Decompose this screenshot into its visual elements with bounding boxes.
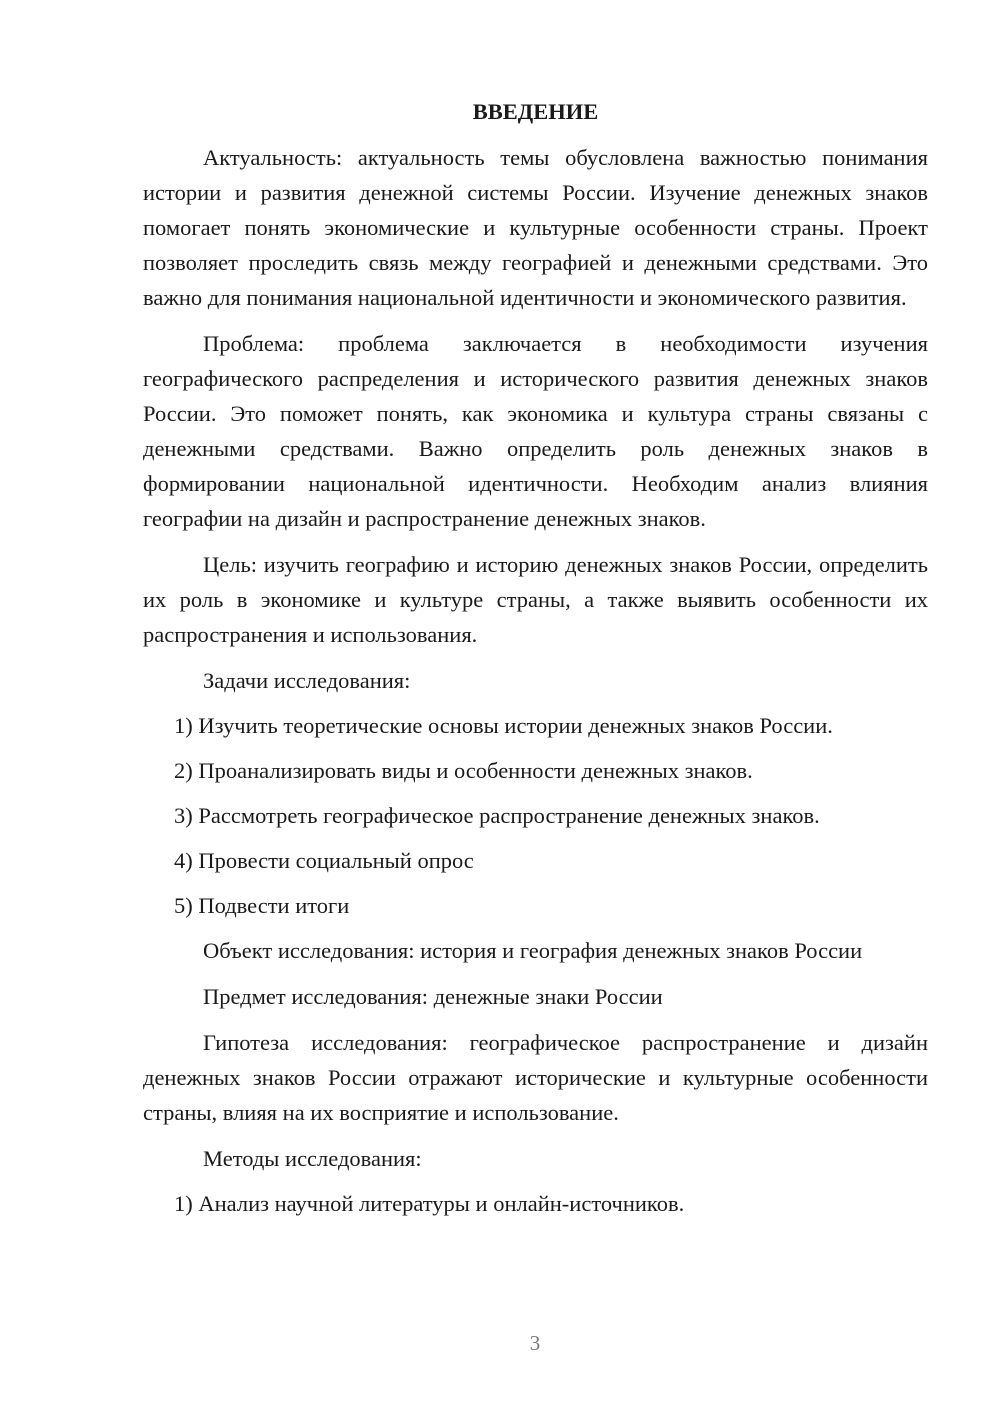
goal-paragraph: Цель: изучить географию и историю денежных знаков России, определить их роль в экономике и культуре страны, а также выявить особенности их распространения и использования.	[143, 552, 928, 647]
object-paragraph: Объект исследования: история и география денежных знаков России	[203, 938, 863, 963]
hypothesis-paragraph: Гипотеза исследования: географическое распространение и дизайн денежных знаков России отражают исторические и культурные особенности страны, влияя на их восприятие и использование.	[143, 1030, 928, 1125]
task-item: 3) Рассмотреть географическое распространение денежных знаков.	[174, 803, 820, 828]
task-item: 5) Подвести итоги	[174, 893, 350, 918]
methods-heading: Методы исследования:	[203, 1146, 422, 1171]
subject-paragraph: Предмет исследования: денежные знаки России	[203, 984, 663, 1009]
method-item: 1) Анализ научной литературы и онлайн-источников.	[174, 1191, 685, 1216]
problem-paragraph: Проблема: проблема заключается в необходимости изучения географического распределения и исторического развития денежных знаков России. Это поможет понять, как экономика и культура страны связаны с денежными средствами. Важно определить роль денежных знаков в формировании национальной идентичности. Необходим анализ влияния географии на дизайн и распространение денежных знаков.	[143, 331, 928, 531]
task-item: 2) Проанализировать виды и особенности денежных знаков.	[174, 758, 753, 783]
task-item: 1) Изучить теоретические основы истории денежных знаков России.	[174, 713, 833, 738]
task-item: 4) Провести социальный опрос	[174, 848, 474, 873]
page-content	[143, 94, 928, 1231]
section-title: ВВЕДЕНИЕ	[472, 99, 599, 124]
tasks-heading: Задачи исследования:	[203, 668, 411, 693]
page-number: 3	[529, 1331, 541, 1355]
relevance-paragraph: Актуальность: актуальность темы обусловлена важностью понимания истории и развития денежной системы России. Изучение денежных знаков помогает понять экономические и культурные особенности страны. Проект позволяет проследить связь между географией и денежными средствами. Это важно для понимания национальной идентичности и экономического развития.	[143, 145, 928, 310]
